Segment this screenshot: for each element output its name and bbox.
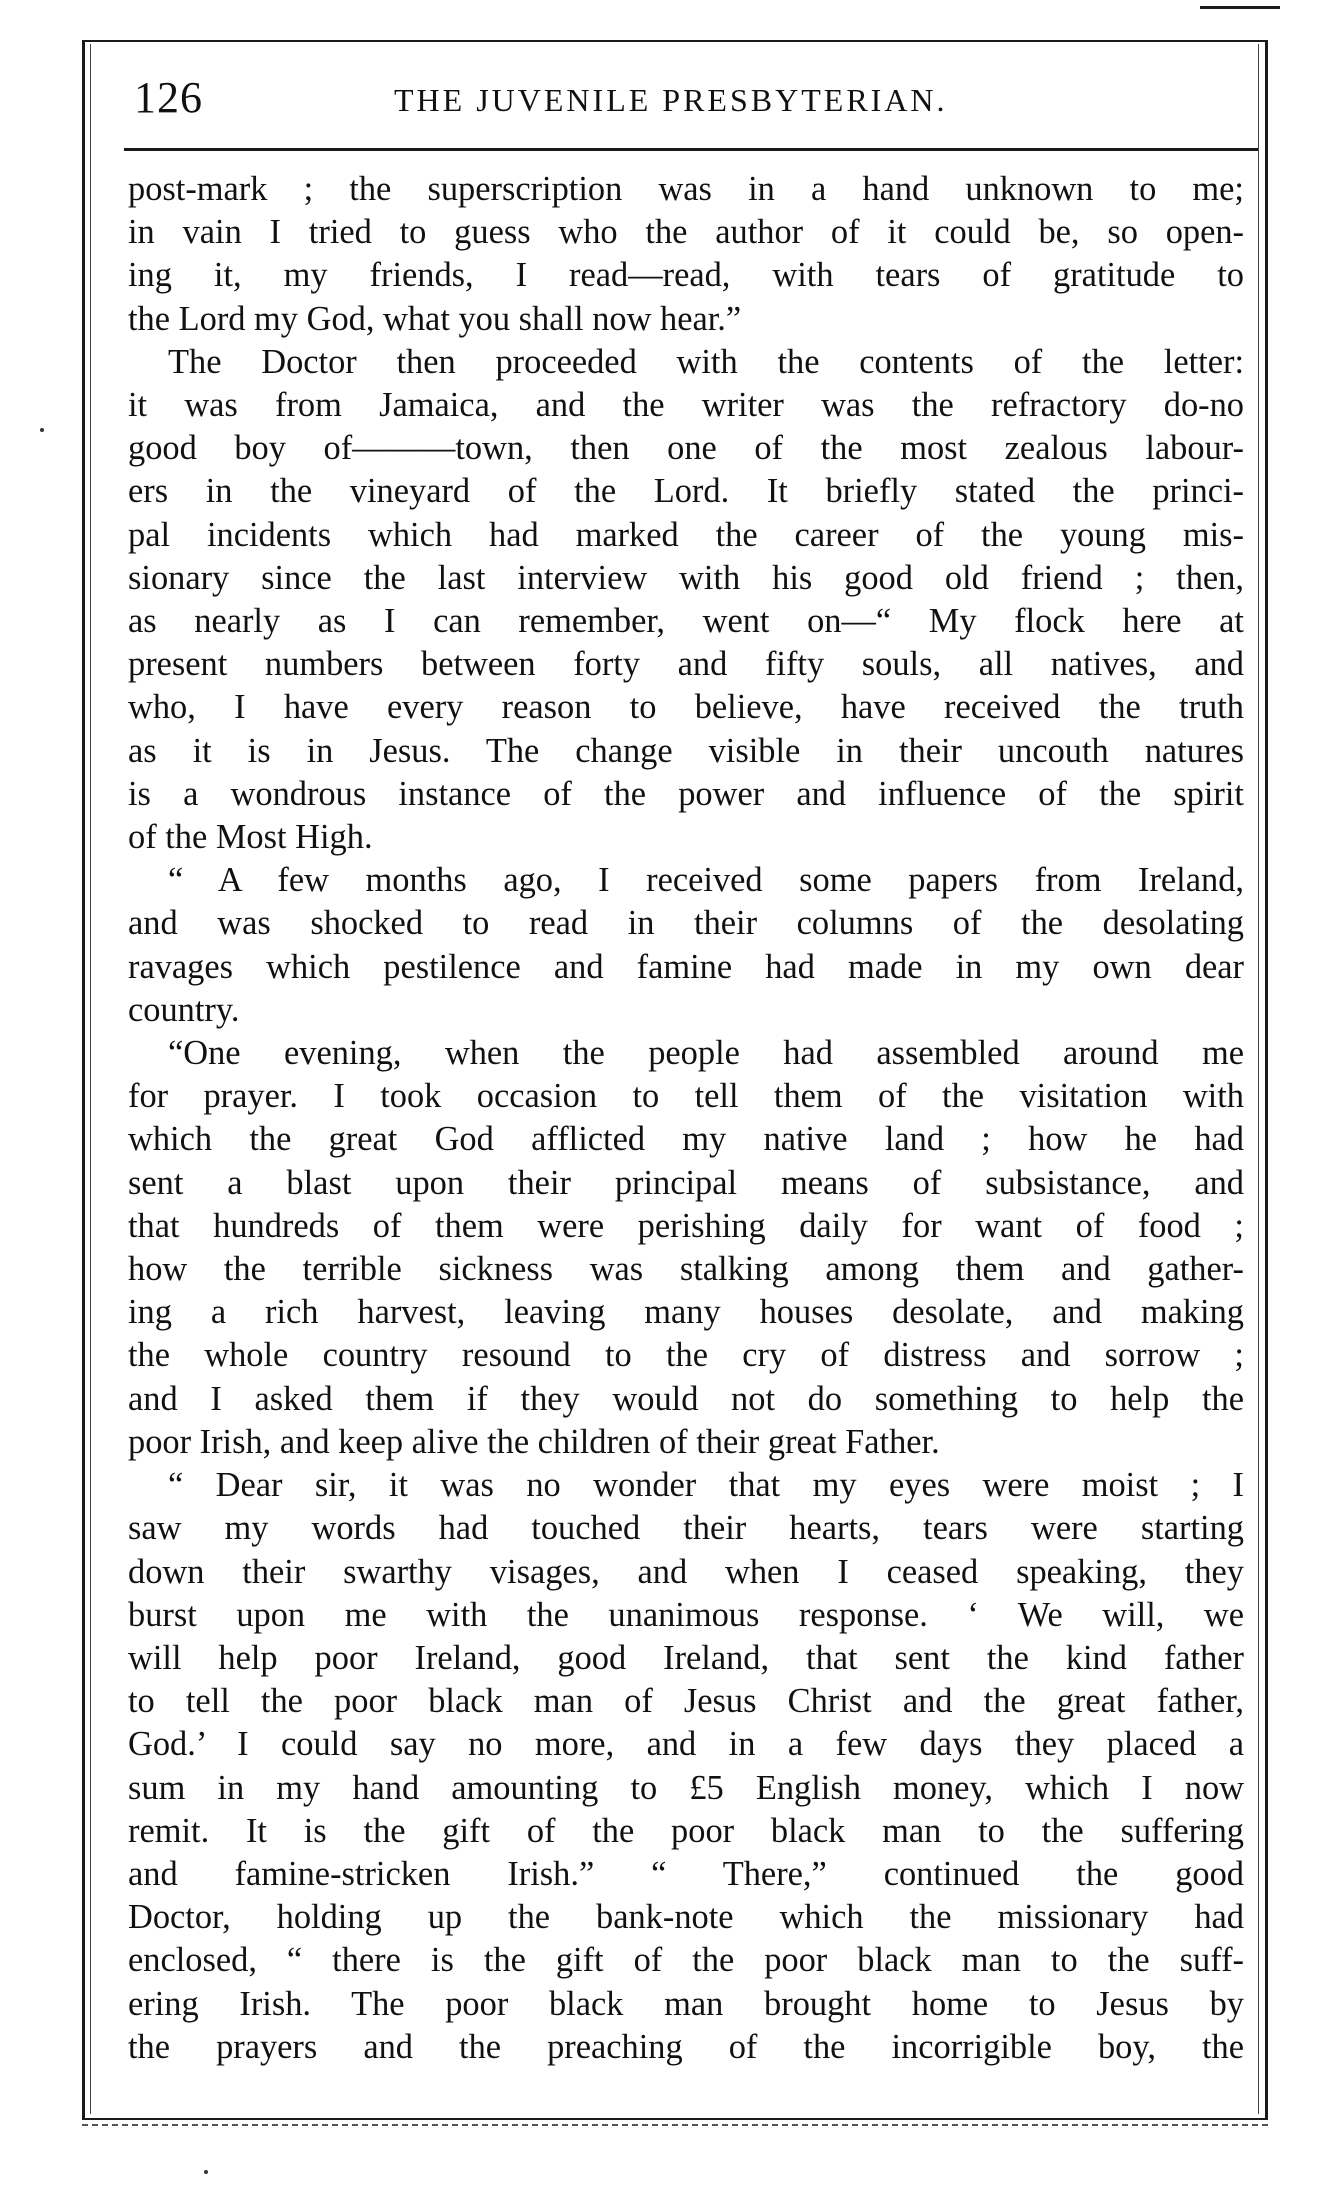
text-line: “One evening, when the people had assembled around me [168, 1034, 1244, 1073]
text-line: pal incidents which had marked the career of the young mis- [128, 515, 1244, 554]
text-line: good boy of———town, then one of the most zealous labour- [128, 429, 1244, 468]
text-line: God.’ I could say no more, and in a few days they placed a [128, 1725, 1244, 1764]
header-rule [124, 148, 1258, 151]
text-line: sum in my hand amounting to £5 English money, which I now [128, 1768, 1244, 1807]
text-line: in vain I tried to guess who the author of it could be, so open- [128, 213, 1244, 252]
text-line: The Doctor then proceeded with the contents of the letter: [168, 342, 1244, 381]
text-line: to tell the poor black man of Jesus Christ and the great father, [128, 1682, 1244, 1721]
text-line: present numbers between forty and fifty souls, all natives, and [128, 645, 1244, 684]
text-line: the whole country resound to the cry of distress and sorrow ; [128, 1336, 1244, 1375]
text-line: poor Irish, and keep alive the children of their great Father. [128, 1422, 940, 1461]
text-line: ravages which pestilence and famine had made in my own dear [128, 947, 1244, 986]
text-line: will help poor Ireland, good Ireland, that sent the kind father [128, 1638, 1244, 1677]
text-line: post-mark ; the superscription was in a hand unknown to me; [128, 170, 1244, 208]
text-line: that hundreds of them were perishing daily for want of food ; [128, 1206, 1244, 1245]
text-line: and famine-stricken Irish.” “ There,” continued the good [128, 1854, 1244, 1893]
running-title: THE JUVENILE PRESBYTERIAN. [394, 82, 948, 118]
text-line: for prayer. I took occasion to tell them of the visitation with [128, 1077, 1244, 1116]
article-body [128, 168, 1244, 2069]
text-line: down their swarthy visages, and when I ceased speaking, they [128, 1552, 1244, 1591]
text-line: ing a rich harvest, leaving many houses desolate, and making [128, 1293, 1244, 1332]
stray-ink-mark [204, 2170, 208, 2174]
text-line: ering Irish. The poor black man brought home to Jesus by [128, 1984, 1244, 2023]
text-line: it was from Jamaica, and the writer was the refractory do-no [128, 386, 1244, 425]
text-line: saw my words had touched their hearts, tears were starting [128, 1509, 1244, 1548]
page-header [124, 62, 1242, 132]
text-line: and was shocked to read in their columns of the desolating [128, 904, 1244, 943]
text-line: the prayers and the preaching of the incorrigible boy, the [128, 2027, 1244, 2066]
inner-border-right [1258, 44, 1259, 2114]
text-line: of the Most High. [128, 818, 373, 857]
text-line: as it is in Jesus. The change visible in their uncouth natures [128, 731, 1244, 770]
text-line: how the terrible sickness was stalking among them and gather- [128, 1250, 1244, 1289]
inner-border-left [90, 44, 91, 2114]
text-line: burst upon me with the unanimous response. ‘ We will, we [128, 1595, 1244, 1634]
text-line: “ A few months ago, I received some papers from Ireland, [168, 861, 1244, 900]
page-number: 126 [134, 73, 203, 122]
text-line: which the great God afflicted my native land ; how he had [128, 1120, 1244, 1159]
top-edge-rule [1200, 6, 1280, 9]
text-line: “ Dear sir, it was no wonder that my eyes were moist ; I [168, 1466, 1244, 1505]
text-line: the Lord my God, what you shall now hear.” [128, 299, 742, 338]
text-line: who, I have every reason to believe, have received the truth [128, 688, 1244, 727]
text-line: enclosed, “ there is the gift of the poor black man to the suff- [128, 1941, 1244, 1980]
stray-ink-mark [40, 428, 44, 432]
text-line: as nearly as I can remember, went on—“ My flock here at [128, 602, 1244, 641]
text-line: is a wondrous instance of the power and influence of the spirit [128, 774, 1244, 813]
text-line: sent a blast upon their principal means of subsistance, and [128, 1163, 1244, 1202]
text-line: sionary since the last interview with his good old friend ; then, [128, 558, 1244, 597]
text-line: and I asked them if they would not do something to help the [128, 1379, 1244, 1418]
text-line: ing it, my friends, I read—read, with tears of gratitude to [128, 256, 1244, 295]
text-line: country. [128, 990, 240, 1029]
bottom-rule [82, 2124, 1268, 2126]
text-line: remit. It is the gift of the poor black man to the suffering [128, 1811, 1244, 1850]
text-line: Doctor, holding up the bank-note which the missionary had [128, 1898, 1244, 1937]
text-line: ers in the vineyard of the Lord. It briefly stated the princi- [128, 472, 1244, 511]
